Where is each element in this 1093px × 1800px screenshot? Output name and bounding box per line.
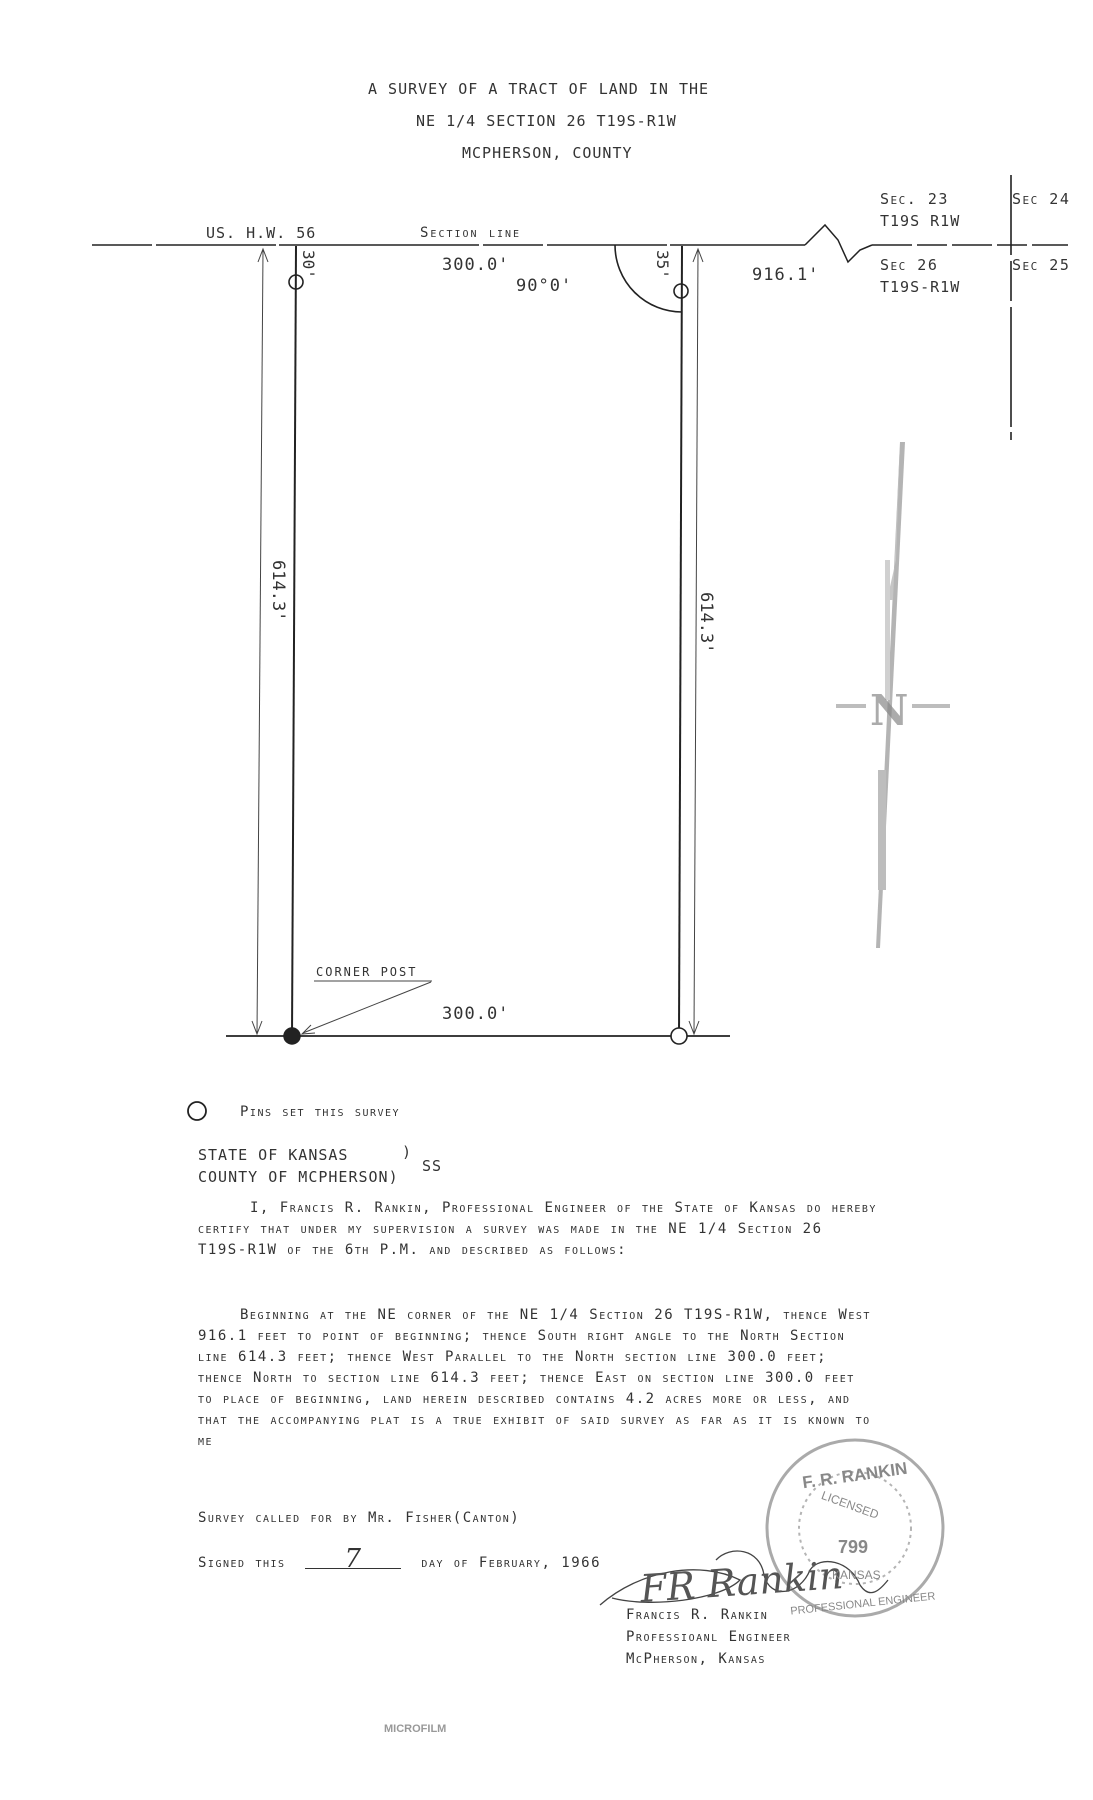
engineer-location: McPherson, Kansas: [626, 1651, 766, 1667]
legend-pins-label: Pins set this survey: [240, 1104, 401, 1120]
signed-line: [198, 1544, 602, 1574]
corner-post-marker: [284, 1028, 300, 1044]
corner-post-leader: [303, 982, 431, 1033]
highway-label: US. H.W. 56: [206, 224, 317, 242]
venue-state: STATE OF KANSAS: [198, 1146, 349, 1164]
title-line-1: A SURVEY OF A TRACT OF LAND IN THE: [368, 80, 710, 98]
engineer-title: Professioanl Engineer: [626, 1629, 792, 1645]
west-dimension-line: [257, 250, 263, 1034]
title-line-2: NE 1/4 SECTION 26 T19S-R1W: [416, 112, 677, 130]
seal-licensed: LICENSED: [819, 1488, 881, 1522]
sec-23-label: Sec. 23: [880, 190, 949, 208]
certificate-paragraph-1: I, Francis R. Rankin, Professional Engineer of the State of Kansas do hereby certify that under my supervision a survey was made in the NE 1/4 Section 26 T19S-R1W of the 6th P.M. and described as follows:: [198, 1200, 877, 1258]
handwritten-signature: FR Rankin: [638, 1552, 845, 1612]
microfilm-stamp: MICROFILM: [384, 1723, 447, 1735]
sec-23-twp: T19S R1W: [880, 212, 961, 230]
signed-day: 7: [305, 1550, 401, 1569]
signed-suffix: day of February, 1966: [421, 1555, 602, 1571]
left-setback: 30': [299, 250, 318, 279]
title-line-3: MCPHERSON, COUNTY: [462, 144, 633, 162]
signed-prefix: Signed this: [198, 1555, 286, 1571]
venue-county: COUNTY OF MCPHERSON): [198, 1168, 399, 1186]
seal-bottom-text: PROFESSIONAL ENGINEER: [789, 1590, 936, 1618]
break-line: [805, 225, 872, 262]
survey-called-for: Survey called for by Mr. Fisher(Canton): [198, 1510, 521, 1526]
right-setback: 35': [653, 250, 672, 279]
sec-25-label: Sec 25: [1012, 256, 1071, 274]
north-arrow-letter: N: [870, 686, 909, 735]
section-line-label: Section line: [420, 225, 522, 241]
venue-paren: ): [402, 1143, 413, 1161]
pin-se: [671, 1028, 687, 1044]
seal-top-text: F. R. RANKIN: [801, 1458, 909, 1493]
engineer-name: Francis R. Rankin: [626, 1607, 769, 1623]
sec-26-label: Sec 26: [880, 256, 939, 274]
legend-pin-icon: [188, 1102, 206, 1120]
seal-state: KANSAS: [832, 1568, 881, 1582]
north-dimension: 300.0': [442, 255, 510, 275]
south-dimension: 300.0': [442, 1004, 510, 1024]
tract-east-side: [679, 246, 682, 1036]
east-side-dimension: 614.3': [696, 592, 716, 654]
sec-26-twp: T19S-R1W: [880, 278, 961, 296]
west-side-dimension: 614.3': [268, 560, 288, 622]
corner-post-label: CORNER POST: [316, 965, 418, 979]
sec-24-label: Sec 24: [1012, 190, 1071, 208]
angle-label: 90°0': [516, 276, 573, 296]
seal-number: 799: [838, 1537, 869, 1557]
certificate-paragraph-2: Beginning at the NE corner of the NE 1/4 Section 26 T19S-R1W, thence West 916.1 feet to point of beginning; thence South right angle to the North Section line 614.3 feet; thence West Parallel to the North section line 300.0 feet; thence North to section line 614.3 feet; thence East on section line 300.0 feet to place of beginning, land herein described contains 4.2 acres more or less, and that the accompanying plat is a true exhibit of said survey as far as it is known to me: [198, 1307, 871, 1449]
east-offset-dimension: 916.1': [752, 265, 820, 285]
venue-ss: SS: [422, 1157, 443, 1175]
tract-west-side: [292, 246, 296, 1036]
